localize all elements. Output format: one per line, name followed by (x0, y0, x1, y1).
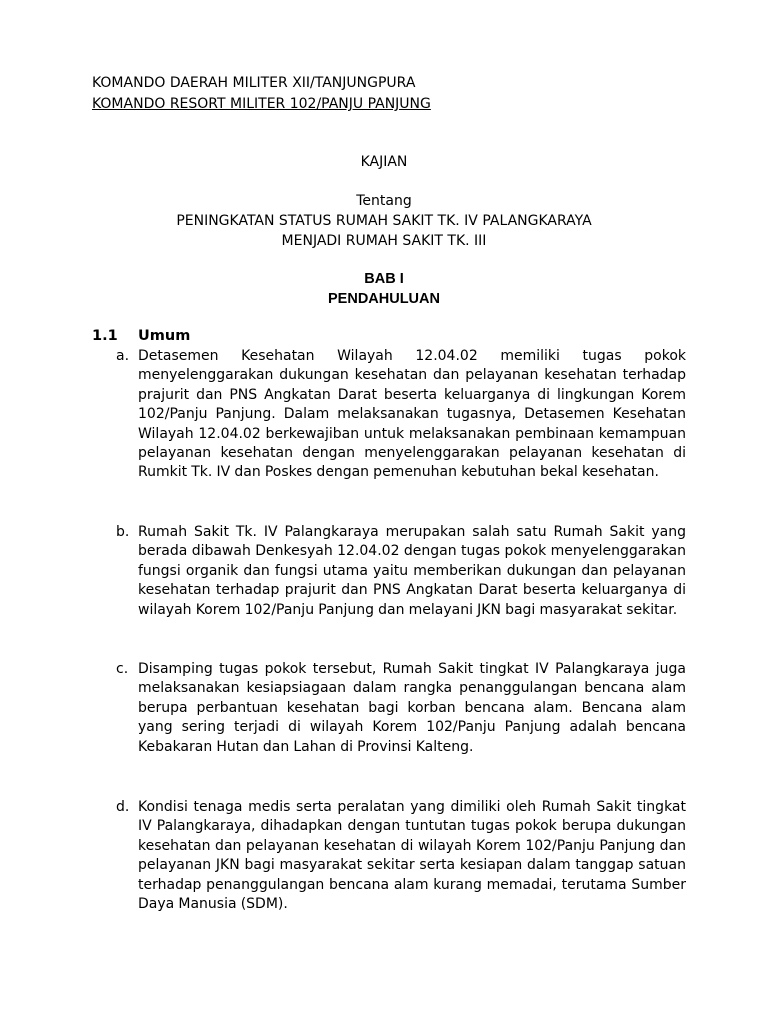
item-letter-a: a. (116, 348, 130, 364)
item-text-a: Detasemen Kesehatan Wilayah 12.04.02 memiliki tugas pokok menyelenggarakan dukungan kesehatan dan pelayanan kesehatan terhadap prajurit dan PNS Angkatan Darat beserta keluarganya di lingkungan Korem 102/Panju Panjung. Dalam melaksanakan tugasnya, Detasemen Kesehatan Wilayah 12.04.02 berkewajiban untuk melaksanakan pembinaan kemampuan pelayanan kesehatan dengan menyelenggarakan pelayanan kesehatan di Rumkit Tk. IV dan Poskes dengan pemenuhan kebutuhan bekal kesehatan. (138, 348, 686, 481)
tentang-label: Tentang (356, 193, 412, 209)
chapter-number: BAB I (364, 271, 404, 287)
item-letter-c: c. (116, 661, 129, 677)
subject-line-2: MENJADI RUMAH SAKIT TK. III (281, 233, 487, 249)
item-text-c: Disamping tugas pokok tersebut, Rumah Sakit tingkat IV Palangkaraya juga melaksanakan kesiapsiagaan dalam rangka penanggulangan bencana alam berupa perbantuan kesehatan bagi korban bencana alam. Bencana alam yang sering terjadi di wilayah Korem 102/Panju Panjung adalah bencana Kebakaran Hutan dan Lahan di Provinsi Kalteng. (138, 661, 686, 755)
item-letter-d: d. (116, 799, 130, 815)
section-number: 1.1 (92, 328, 118, 344)
doc-type-title: KAJIAN (360, 154, 408, 170)
chapter-name: PENDAHULUAN (328, 291, 440, 307)
item-text-d: Kondisi tenaga medis serta peralatan yang dimiliki oleh Rumah Sakit tingkat IV Palangkaraya, dihadapkan dengan tuntutan tugas pokok berupa dukungan kesehatan dan pelayanan kesehatan di wilayah Korem 102/Panju Panjung dan pelayanan JKN bagi masyarakat sekitar serta kesiapan dalam tanggap satuan terhadap penanggulangan bencana alam kurang memadai, terutama Sumber Daya Manusia (SDM). (138, 799, 686, 913)
item-text-b: Rumah Sakit Tk. IV Palangkaraya merupakan salah satu Rumah Sakit yang berada dibawah Denkesyah 12.04.02 dengan tugas pokok menyelenggarakan fungsi organik dan fungsi utama yaitu memberikan dukungan dan pelayanan kesehatan terhadap prajurit dan PNS Angkatan Darat beserta keluarganya di wilayah Korem 102/Panju Panjung dan melayani JKN bagi masyarakat sekitar. (138, 524, 686, 618)
header-line-kodam: KOMANDO DAERAH MILITER XII/TANJUNGPURA (92, 75, 416, 91)
item-letter-b: b. (116, 524, 130, 540)
section-title: Umum (138, 328, 191, 344)
subject-line-1: PENINGKATAN STATUS RUMAH SAKIT TK. IV PALANGKARAYA (176, 213, 592, 229)
header-line-korem: KOMANDO RESORT MILITER 102/PANJU PANJUNG (92, 96, 431, 112)
